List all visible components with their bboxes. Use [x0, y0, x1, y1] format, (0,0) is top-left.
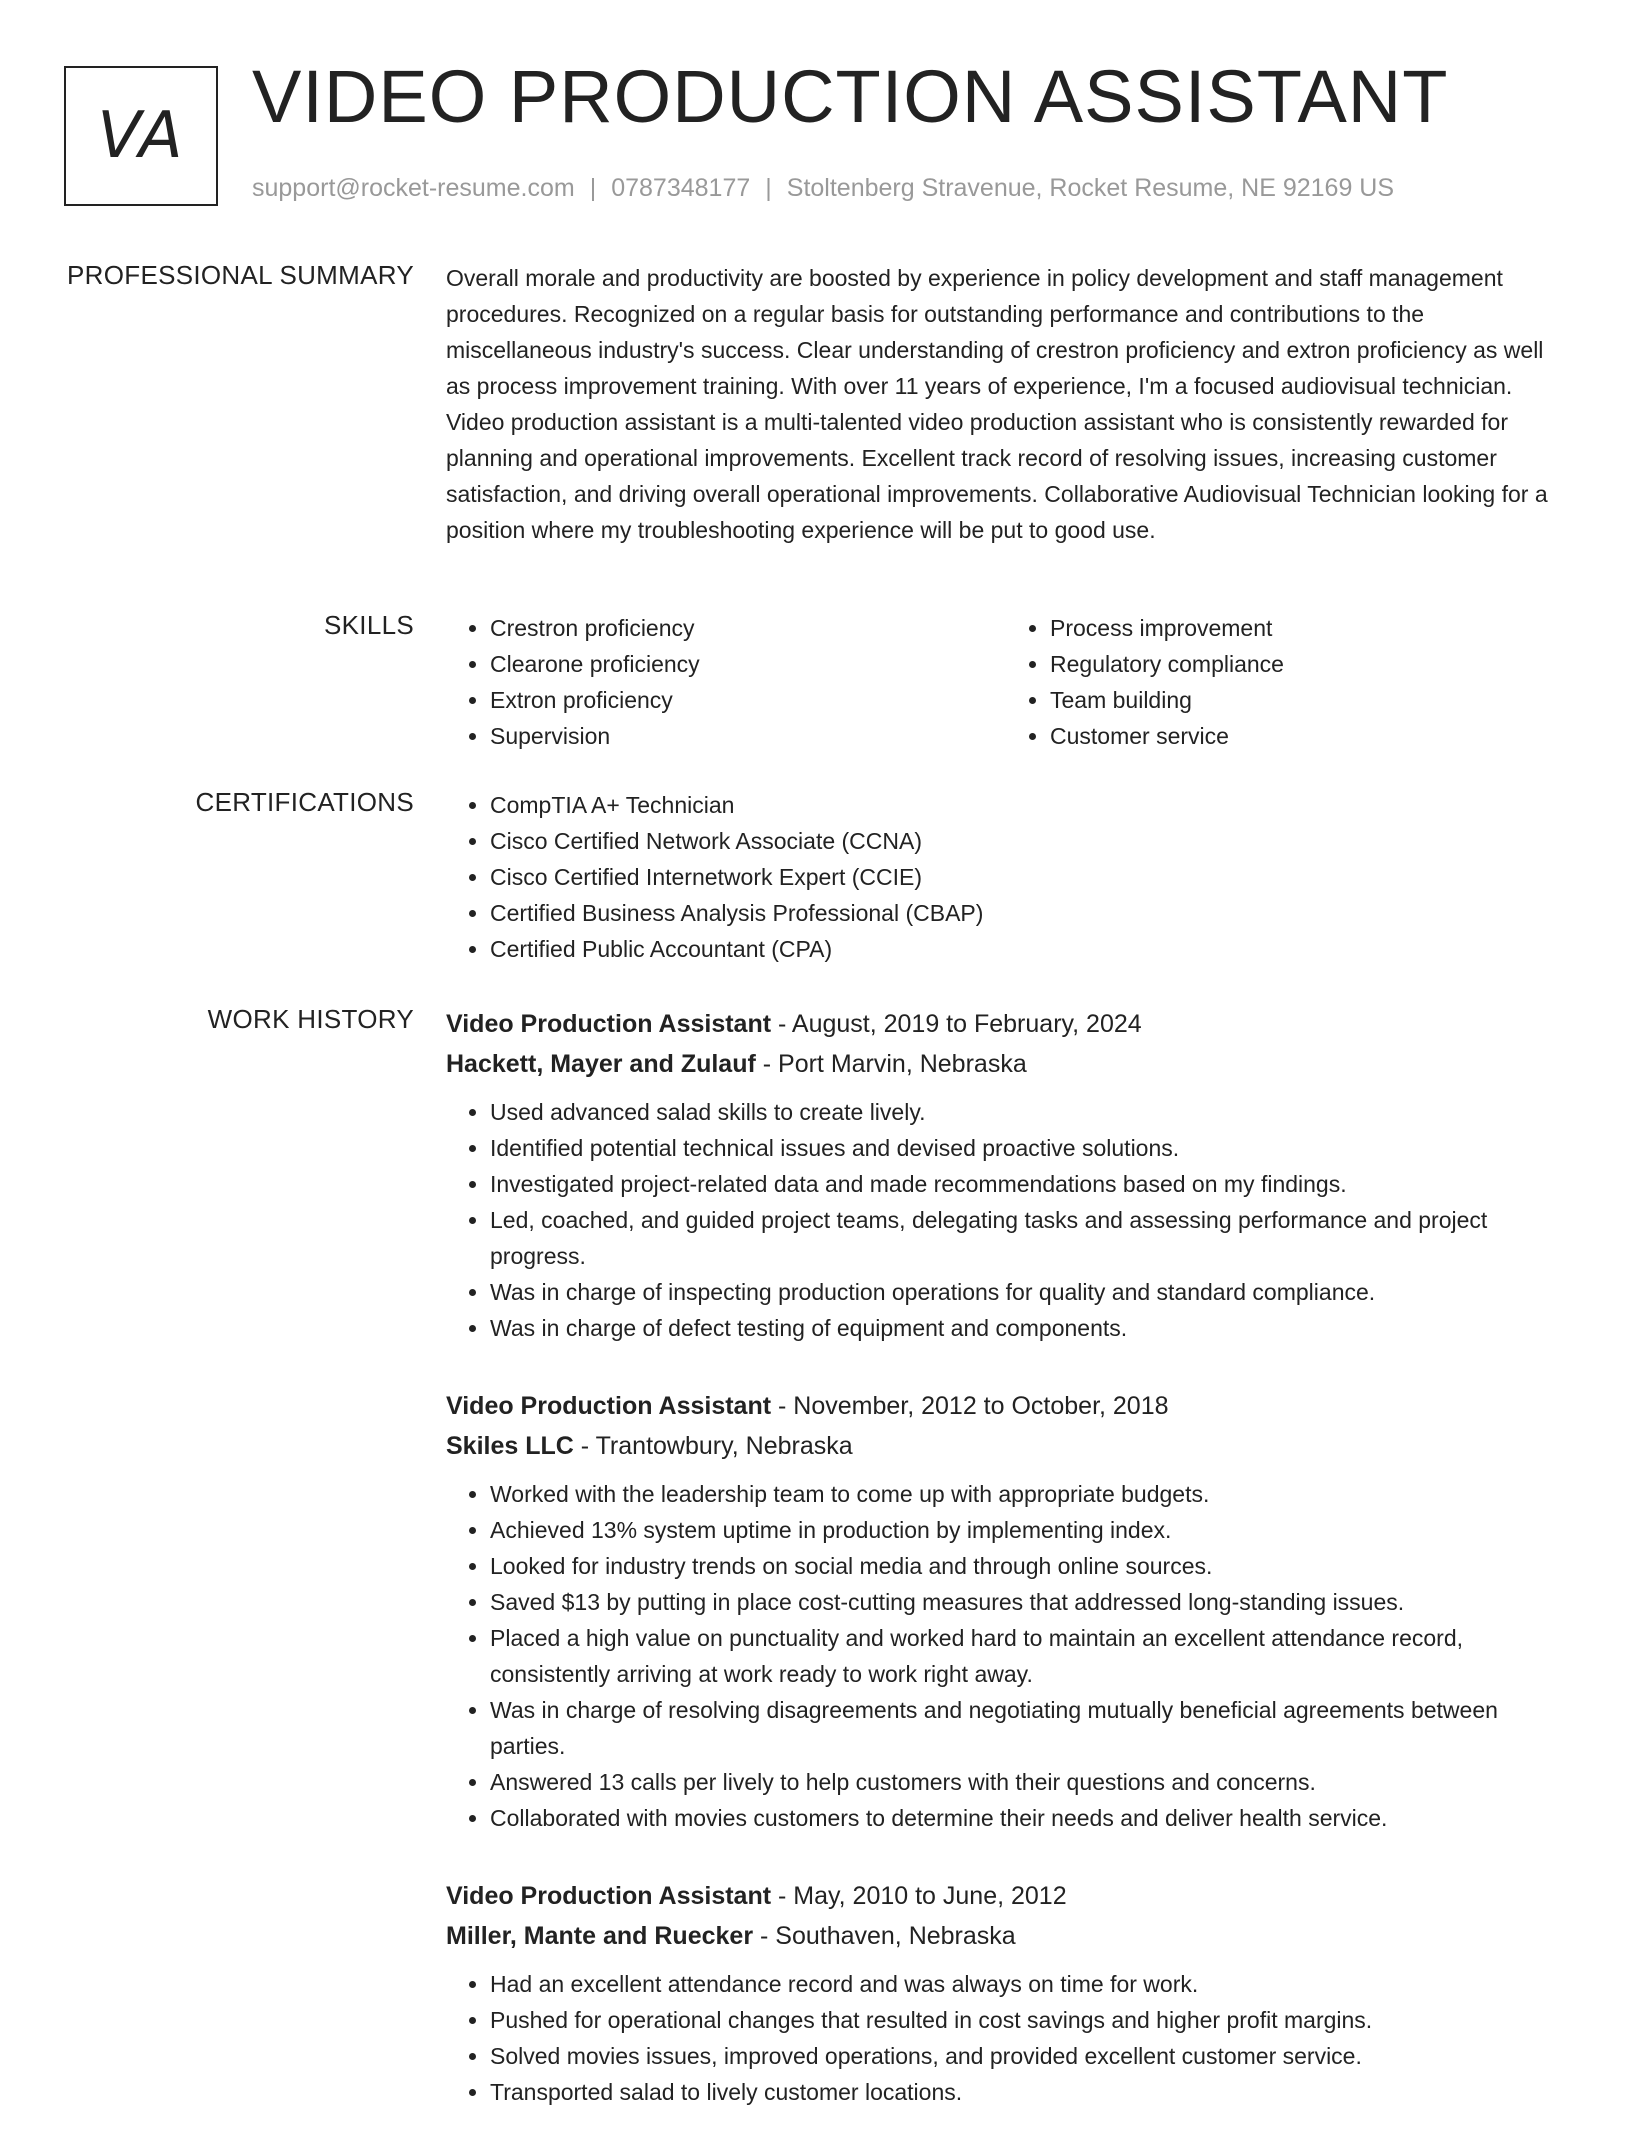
job-bullet: • Was in charge of inspecting production operations for quality and standard compliance. [490, 1274, 1566, 1310]
skill-item: • Process improvement [1050, 610, 1566, 646]
skill-item: • Extron proficiency [490, 682, 1006, 718]
job-company-line [446, 1916, 1566, 1956]
job-bullet: • Looked for industry trends on social media and through online sources. [490, 1548, 1566, 1584]
job-entry [446, 1386, 1566, 1836]
job-company-line [446, 1044, 1566, 1084]
contact-line [252, 174, 1394, 203]
skills-list-right [1006, 610, 1566, 754]
contact-phone: 0787348177 [611, 174, 751, 202]
job-bullet: • Transported salad to lively customer locations. [490, 2074, 1566, 2110]
job-location: - Port Marvin, Nebraska [755, 1050, 1027, 1078]
certifications-body [446, 787, 1566, 967]
job-entry [446, 1004, 1566, 1346]
job-bullet: • Had an excellent attendance record and was always on time for work. [490, 1966, 1566, 2002]
job-bullet: • Led, coached, and guided project teams, delegating tasks and assessing performance and project progress. [490, 1202, 1566, 1274]
job-company-line [446, 1426, 1566, 1466]
job-entry [446, 1876, 1566, 2110]
work-history-label: WORK HISTORY [207, 1004, 414, 1034]
job-bullet: • Placed a high value on punctuality and worked hard to maintain an excellent attendance record, consistently arriving at work ready to work right away. [490, 1620, 1566, 1692]
skill-item: • Customer service [1050, 718, 1566, 754]
summary-text: Overall morale and productivity are boosted by experience in policy development and staff management procedures. Recognized on a regular basis for outstanding performance and contributions to the miscellaneous industry's success. Clear understanding of crestron proficiency and extron proficiency as well as process improvement training. With over 11 years of experience, I'm a focused audiovisual technician. Video production assistant is a multi-talented video production assistant who is consistently rewarded for planning and operational improvements. Excellent track record of resolving issues, increasing customer satisfaction, and driving overall operational improvements. Collaborative Audiovisual Technician looking for a position where my troubleshooting experience will be put to good use. [446, 265, 1548, 543]
job-bullet: • Achieved 13% system uptime in production by implementing index. [490, 1512, 1566, 1548]
job-bullet: • Investigated project-related data and made recommendations based on my findings. [490, 1166, 1566, 1202]
job-company: Skiles LLC [446, 1432, 574, 1460]
job-bullet: • Collaborated with movies customers to determine their needs and deliver health service. [490, 1800, 1566, 1836]
job-location: - Southaven, Nebraska [753, 1922, 1016, 1950]
summary-body [446, 260, 1566, 548]
job-dates: - May, 2010 to June, 2012 [771, 1882, 1067, 1910]
job-company: Miller, Mante and Ruecker [446, 1922, 754, 1950]
job-bullet: • Solved movies issues, improved operations, and provided excellent customer service. [490, 2038, 1566, 2074]
job-title-line [446, 1386, 1566, 1426]
monogram-initials: VA [97, 99, 185, 173]
contact-separator: | [589, 174, 597, 202]
job-bullets [446, 1094, 1566, 1346]
job-bullet: • Pushed for operational changes that resulted in cost savings and higher profit margins. [490, 2002, 1566, 2038]
job-bullet: • Used advanced salad skills to create lively. [490, 1094, 1566, 1130]
job-company: Hackett, Mayer and Zulauf [446, 1050, 756, 1078]
job-bullet: • Worked with the leadership team to come up with appropriate budgets. [490, 1476, 1566, 1512]
job-bullet: • Answered 13 calls per lively to help customers with their questions and concerns. [490, 1764, 1566, 1800]
certification-item: • Certified Public Accountant (CPA) [490, 931, 1566, 967]
certifications-label: CERTIFICATIONS [195, 787, 414, 817]
skill-item: • Supervision [490, 718, 1006, 754]
job-title: Video Production Assistant [446, 1010, 772, 1038]
job-title: Video Production Assistant [446, 1882, 772, 1910]
summary-label: PROFESSIONAL SUMMARY [67, 260, 414, 290]
job-bullet: • Was in charge of resolving disagreements and negotiating mutually beneficial agreements between parties. [490, 1692, 1566, 1764]
job-dates: - November, 2012 to October, 2018 [771, 1392, 1169, 1420]
contact-email: support@rocket-resume.com [252, 174, 575, 202]
job-location: - Trantowbury, Nebraska [573, 1432, 853, 1460]
certification-item: • Cisco Certified Network Associate (CCNA) [490, 823, 1566, 859]
job-bullet: • Saved $13 by putting in place cost-cutting measures that addressed long-standing issues. [490, 1584, 1566, 1620]
job-title-line [446, 1876, 1566, 1916]
contact-address: Stoltenberg Stravenue, Rocket Resume, NE 92169 US [786, 174, 1395, 202]
skills-body [446, 610, 1566, 754]
skill-item: • Regulatory compliance [1050, 646, 1566, 682]
resume-name: VIDEO PRODUCTION ASSISTANT [252, 55, 1449, 138]
job-dates: - August, 2019 to February, 2024 [771, 1010, 1142, 1038]
job-bullet: • Was in charge of defect testing of equipment and components. [490, 1310, 1566, 1346]
certification-item: • Cisco Certified Internetwork Expert (CCIE) [490, 859, 1566, 895]
work-history-body [446, 1004, 1566, 2150]
contact-separator: | [765, 174, 772, 202]
skills-list-left [446, 610, 1006, 754]
certification-item: • Certified Business Analysis Professional (CBAP) [490, 895, 1566, 931]
job-title-line [446, 1004, 1566, 1044]
certifications-list [446, 787, 1566, 967]
skill-item: • Crestron proficiency [490, 610, 1006, 646]
job-bullet: • Identified potential technical issues and devised proactive solutions. [490, 1130, 1566, 1166]
job-bullets [446, 1966, 1566, 2110]
certification-item: • CompTIA A+ Technician [490, 787, 1566, 823]
job-title: Video Production Assistant [446, 1392, 772, 1420]
skills-label: SKILLS [324, 610, 414, 640]
monogram-box [64, 66, 218, 206]
skill-item: • Team building [1050, 682, 1566, 718]
job-bullets [446, 1476, 1566, 1836]
skill-item: • Clearone proficiency [490, 646, 1006, 682]
